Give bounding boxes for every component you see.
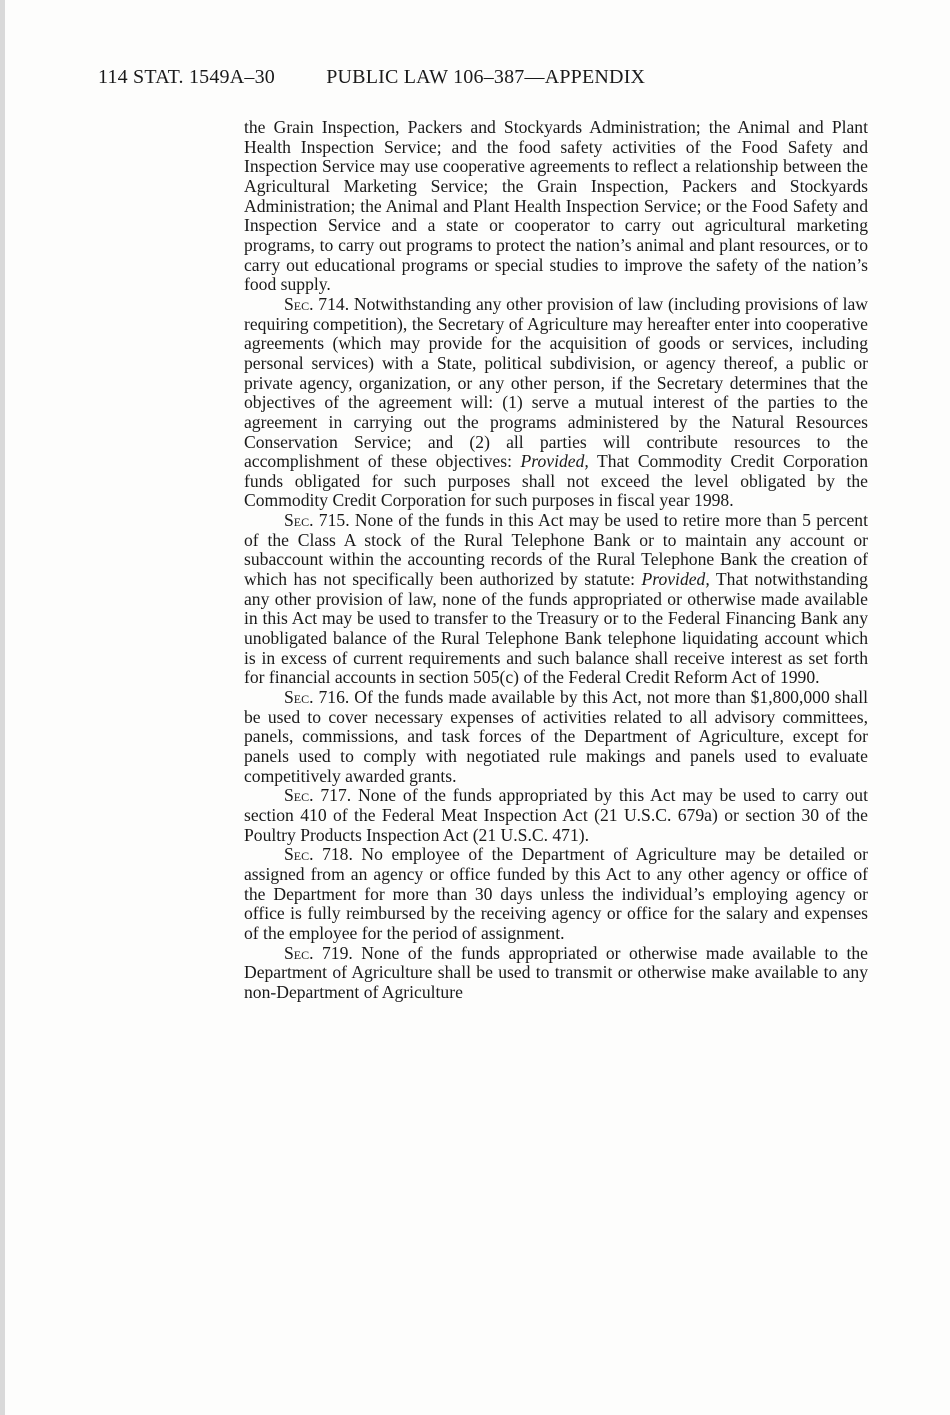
continuation-paragraph: the Grain Inspection, Packers and Stockyards Administration; the Animal and Plant Health Inspection Service; and the food safety activities of the Food Safety and Inspection Service may use cooperative agreements to reflect a relationship between the Agricultural Marketing Service; the Grain Inspection, Packers and Stockyards Administration; the Animal and Plant Health Inspection Service; or the Food Safety and Inspection Service and a state or cooperator to carry out agricultural marketing programs, to carry out programs to protect the nation’s animal and plant resources, or to carry out educational programs or special studies to improve the safety of the nation’s food supply. — [244, 117, 868, 295]
section-text-after: That notwithstanding any other provision of law, none of the funds appropriated or otherwise made available in this Act may be used to transfer to the Treasury or to the Federal Financing Bank any unobligated balance of the Rural Telephone Bank telephone liquidating account which is in excess of current requirements and such balance shall receive interest as set forth for financial accounts in section 505(c) of the Federal Credit Reform Act of 1990. — [244, 569, 868, 688]
section-label: Sec. 715. — [284, 510, 350, 531]
section-label: Sec. 719. — [284, 942, 353, 963]
law-title: PUBLIC LAW 106–387—APPENDIX — [326, 66, 646, 88]
section-text: Notwithstanding any other provision of law (including provisions of law requiring competition), the Secretary of Agriculture may hereafter enter into cooperative agreements (which may provide for the acquisition of goods or services, including personal services) with a State, political subdivision, or agency thereof, a public or private agency, organization, or any other person, if the Secretary determines that the objectives of the agreement will: (1) serve a mutual interest of the parties to the agreement in carrying out the programs administered by the Natural Resources Conservation Service; and (2) all parties will contribute resources to the accomplishment of these objectives: — [244, 293, 868, 472]
section-label: Sec. 714. — [284, 293, 350, 314]
section-716 — [244, 688, 868, 786]
section-text: None of the funds appropriated or otherwise made available to the Department of Agriculture shall be used to transmit or otherwise make available to any non-Department of Agriculture — [244, 942, 868, 1002]
section-719 — [244, 944, 868, 1003]
section-label: Sec. 717. — [284, 785, 352, 806]
section-text-after: That Commodity Credit Corporation funds obligated for such purposes shall not exceed the level obligated by the Commodity Credit Corporation for such purposes in fiscal year 1998. — [244, 451, 868, 511]
section-label: Sec. 718. — [284, 844, 353, 865]
section-proviso: Provided, — [641, 569, 710, 590]
section-714 — [244, 295, 868, 511]
section-label: Sec. 716. — [284, 687, 350, 708]
section-715 — [244, 511, 868, 688]
section-proviso: Provided, — [520, 451, 589, 472]
statute-reference: 114 STAT. 1549A–30 — [98, 66, 275, 88]
section-717 — [244, 786, 868, 845]
section-text: None of the funds appropriated by this Act may be used to carry out section 410 of the Federal Meat Inspection Act (21 U.S.C. 679a) or section 30 of the Poultry Products Inspection Act (21 U.S.C. 471). — [244, 785, 868, 845]
section-text: None of the funds in this Act may be used to retire more than 5 percent of the Class A stock of the Rural Telephone Bank or to maintain any account or subaccount within the accounting records of the Rural Telephone Bank the creation of which has not specifically been authorized by statute: — [244, 510, 868, 590]
body-text — [244, 118, 868, 1003]
running-header — [98, 66, 645, 89]
section-text: Of the funds made available by this Act, not more than $1,800,000 shall be used to cover necessary expenses of activities related to all advisory committees, panels, commissions, and task forces of the Department of Agriculture, except for panels used to comply with negotiated rule makings and panels used to evaluate competitively awarded grants. — [244, 687, 868, 786]
section-718 — [244, 845, 868, 943]
page-edge-shadow — [0, 0, 5, 1415]
section-text: No employee of the Department of Agriculture may be detailed or assigned from an agency or office funded by this Act to any other agency or office of the Department for more than 30 days unless the individual’s employing agency or office is fully reimbursed by the receiving agency or office for the salary and expenses of the employee for the period of assignment. — [244, 844, 868, 943]
